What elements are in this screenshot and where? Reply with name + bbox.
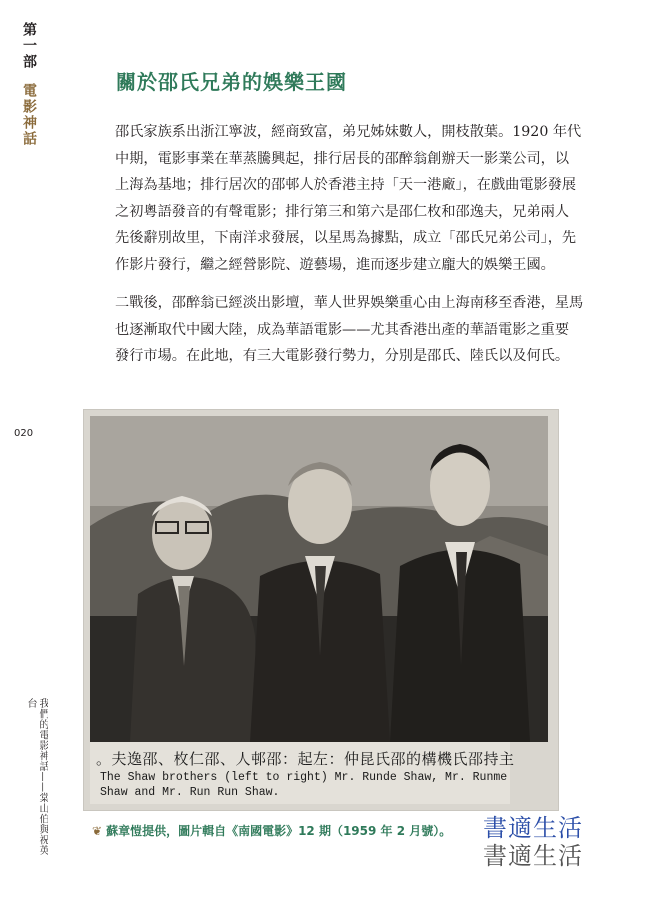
page-number: 020 bbox=[14, 428, 34, 439]
caption-english-line: The Shaw brothers (left to right) Mr. Runde Shaw, Mr. Runme bbox=[100, 771, 508, 784]
chapter-title: 電影神話 bbox=[21, 82, 37, 147]
photo-caption bbox=[90, 742, 515, 804]
chapter-label: 第一部 bbox=[21, 22, 37, 70]
paragraph-line: 二戰後，邵醉翁已經淡出影壇，華人世界娛樂重心由上海南移至香港，星馬 bbox=[115, 295, 584, 311]
paragraph-line: 先後辭別故里，下南洋求發展，以星馬為據點，成立「邵氏兄弟公司」，先 bbox=[115, 230, 577, 246]
watermark-gray: 書適生活 bbox=[483, 842, 583, 870]
paragraph-line: 邵氏家族系出浙江寧波，經商致富，弟兄姊妹數人，開枝散葉。1920 年代 bbox=[115, 124, 582, 140]
paragraph-line: 上海為基地；排行居次的邵邨人於香港主持「天一港廠」，在戲曲電影發展 bbox=[115, 177, 577, 193]
shaw-brothers-photo bbox=[90, 416, 548, 742]
photo-illustration bbox=[90, 416, 548, 742]
paragraph-line: 作影片發行，繼之經營影院、遊藝場，進而逐步建立龐大的娛樂王國。 bbox=[115, 256, 555, 273]
paragraph-line: 也逐漸取代中國大陸，成為華語電影——尤其香港出產的華語電影之重要 bbox=[115, 321, 570, 338]
photo-credit bbox=[92, 822, 451, 839]
caption-english bbox=[100, 770, 507, 800]
watermark-blue: 書適生活 bbox=[483, 814, 583, 842]
caption-chinese: 。夫逸邵、枚仁邵、人邨邵：起左：仲昆氏邵的構機氏邵持主 bbox=[96, 750, 515, 768]
photo-frame bbox=[83, 409, 559, 811]
leaf-icon: ❦ bbox=[92, 824, 103, 838]
section-heading: 關於邵氏兄弟的娛樂王國 bbox=[116, 70, 347, 94]
chapter-marker bbox=[18, 22, 40, 147]
running-book-title: 我們的電影神話——棠山伯與祝英台 bbox=[25, 698, 48, 856]
caption-english-line: Shaw and Mr. Run Run Shaw. bbox=[100, 786, 280, 799]
photo-credit-text: 蘇章愷提供，圖片輯自《南國電影》12 期（1959 年 2 月號）。 bbox=[106, 824, 452, 838]
paragraph-line: 中期，電影事業在華蒸騰興起，排行居長的邵醉翁創辦天一影業公司，以 bbox=[115, 150, 570, 167]
paragraph-1 bbox=[115, 119, 595, 278]
paragraph-line: 發行市場。在此地，有三大電影發行勢力，分別是邵氏、陸氏以及何氏。 bbox=[115, 348, 570, 364]
paragraph-2 bbox=[115, 290, 595, 370]
paragraph-line: 之初粵語發音的有聲電影；排行第三和第六是邵仁枚和邵逸夫，兄弟兩人 bbox=[115, 203, 570, 220]
